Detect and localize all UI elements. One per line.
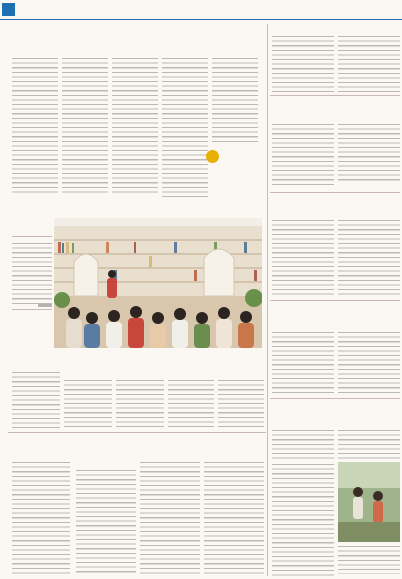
right-body-5b <box>338 430 400 460</box>
lead-body-col-3 <box>112 58 158 194</box>
page-header <box>0 0 402 20</box>
section-divider <box>8 432 266 433</box>
right-body-3a <box>272 220 334 296</box>
feature-body-col-5 <box>218 380 264 428</box>
service-body-col-2 <box>76 470 136 574</box>
side-caption-photographer <box>38 304 52 307</box>
photo-side-caption <box>12 236 52 310</box>
service-body-col-1 <box>12 462 70 574</box>
header-rule <box>0 19 402 20</box>
reporter-badge <box>206 150 260 164</box>
right-body-3b <box>338 220 400 296</box>
right-body-5a <box>272 430 334 460</box>
activity-photo-illustration <box>338 462 400 542</box>
right-body-2a <box>272 124 334 188</box>
main-column-rule <box>267 24 268 576</box>
activity-center-photo <box>338 462 400 542</box>
right-divider-2 <box>270 192 400 193</box>
right-body-1a <box>272 36 334 92</box>
right-bottom-left-text <box>272 464 334 576</box>
lead-body-col-1 <box>12 58 58 194</box>
right-divider-1 <box>270 95 400 96</box>
right-body-4a <box>272 332 334 394</box>
lead-body-col-4 <box>162 58 208 198</box>
right-body-4b <box>338 332 400 394</box>
lead-body-col-5 <box>212 58 258 144</box>
right-body-1b <box>338 36 400 92</box>
library-photo-illustration <box>54 218 262 348</box>
feature-body-col-2 <box>64 380 112 428</box>
lead-body-col-2 <box>62 58 108 194</box>
feature-body-col-3 <box>116 380 164 428</box>
right-body-2b <box>338 124 400 184</box>
right-divider-4 <box>270 398 400 399</box>
feature-body-col-1 <box>12 372 60 428</box>
service-body-col-4 <box>204 462 264 574</box>
right-divider-3 <box>270 300 400 301</box>
side-caption-text <box>12 243 52 305</box>
page-number-badge <box>2 3 15 16</box>
library-photo <box>54 218 262 348</box>
service-body-col-3 <box>140 462 200 574</box>
badge-bubble-icon <box>206 150 219 163</box>
right-bottom-caption <box>338 546 400 574</box>
feature-body-col-4 <box>168 380 214 428</box>
